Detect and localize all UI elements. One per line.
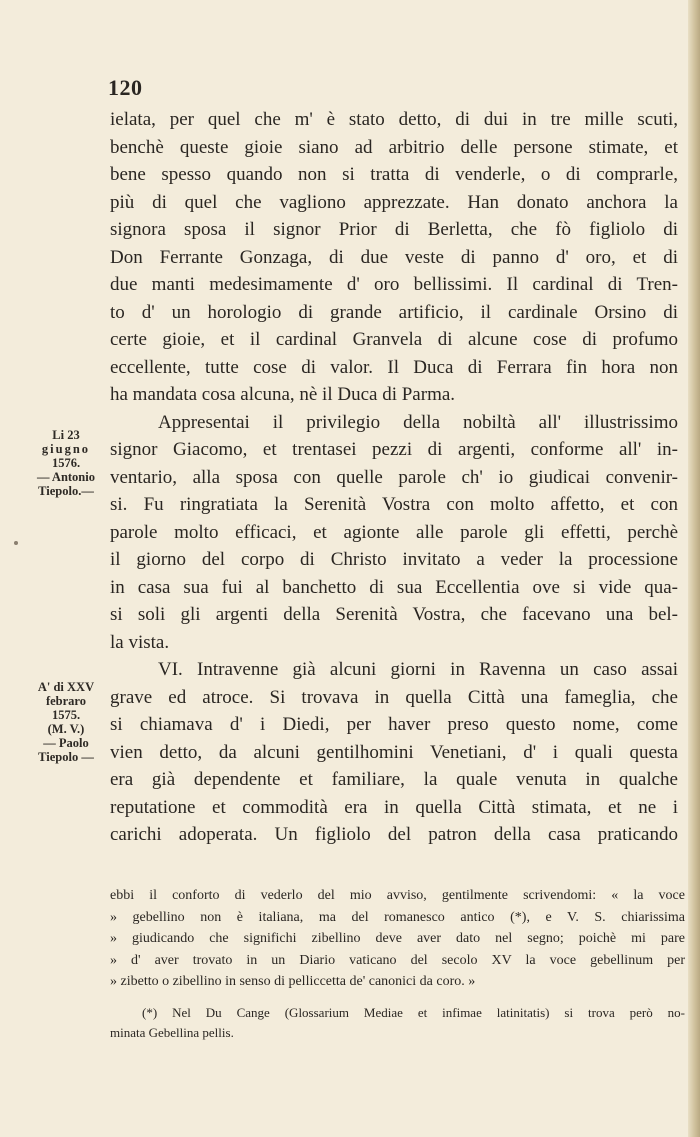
text-line: certe gioie, et il cardinal Granvela di alcune cose di profumo <box>110 329 678 350</box>
text-line: in casa sua fui al banchetto di sua Eccellentia ove si vide qua- <box>110 576 678 598</box>
footnotes <box>110 885 685 1043</box>
text-line: reputatione et commodità era in quella Città stimata, et ne i <box>110 796 678 818</box>
footnote-line: » zibetto o zibellino in senso di pelliccetta de' canonici da coro. » <box>110 974 476 989</box>
margin-note-line: giugno <box>41 442 91 456</box>
sub-footnote-line: (*) Nel Du Cange (Glossarium Mediae et infimae latinitatis) si trova però no- <box>142 1004 685 1020</box>
text-line: grave ed atroce. Si trovava in quella Città una fameglia, che <box>110 686 678 708</box>
text-line: era già dependente et familiare, la quale venuta in qualche <box>110 769 678 790</box>
footnote-line: » gebellino non è italiana, ma del romanesco antico (*), e V. S. chiarissima <box>110 909 685 925</box>
text-line: to d' un horologio di grande artificio, il cardinale Orsino di <box>110 301 678 323</box>
text-line: signor Giacomo, et trentasei pezzi di argenti, conforme all' in- <box>110 439 678 460</box>
text-line: il giorno del corpo di Christo invitato a veder la processione <box>110 549 678 570</box>
text-line: eccellente, tutte cose di valor. Il Duca di Ferrara fin hora non <box>110 356 678 378</box>
margin-note-line: 1575. <box>51 708 81 722</box>
text-line: parole molto efficaci, et agionte alle parole gli effetti, perchè <box>110 521 678 543</box>
margin-note-line: — Paolo <box>43 736 89 750</box>
page-number: 120 <box>108 75 143 100</box>
footnote-line: » d' aver trovato in un Diario vaticano del secolo XV la voce gebellinum per <box>110 952 685 968</box>
margin-note-line: (M. V.) <box>47 722 85 736</box>
text-line: si. Fu ringratiata la Serenità Vostra con molto affetto, et con <box>110 494 678 515</box>
text-line: VI. Intravenne già alcuni giorni in Ravenna un caso assai <box>158 659 678 680</box>
margin-note-date-2 <box>30 680 102 764</box>
margin-note-line: Tiepolo — <box>38 750 94 764</box>
text-line: Don Ferrante Gonzaga, di due veste di panno d' oro, et di <box>110 246 678 268</box>
sub-footnote-line: minata Gebellina pellis. <box>110 1024 234 1040</box>
text-line: più di quel che vagliono apprezzate. Han donato anchora la <box>110 191 678 213</box>
footnote-line: » giudicando che significhi zibellino deve aver dato nel segno; poichè mi pare <box>110 931 685 946</box>
margin-note-line: — Antonio <box>36 470 95 484</box>
text-line: ielata, per quel che m' è stato detto, di dui in tre mille scuti, <box>110 109 678 130</box>
text-line: bene spesso quando non si tratta di venderle, o di comprarle, <box>110 164 678 185</box>
text-line: ha mandata cosa alcuna, nè il Duca di Parma. <box>110 384 456 405</box>
margin-note-line: febraro <box>45 694 87 708</box>
text-line: si soli gli argenti della Serenità Vostra, che facevano una bel- <box>110 604 678 625</box>
margin-note-line: Li 23 <box>52 428 80 442</box>
text-line: benchè queste gioie siano ad arbitrio delle persone stimate, et <box>110 136 678 158</box>
text-line: la vista. <box>110 631 170 653</box>
ink-speck <box>14 541 18 545</box>
body-text <box>110 106 678 849</box>
text-line: si chiamava d' i Diedi, per haver preso questo nome, come <box>110 714 678 735</box>
text-line: carichi adoperata. Un figliolo del patron della casa praticando <box>110 824 678 845</box>
margin-note-line: Tiepolo.— <box>38 484 94 498</box>
text-line: Appresentai il privilegio della nobiltà all' illustrissimo <box>158 411 678 433</box>
margin-note-line: 1576. <box>51 456 81 470</box>
sub-footnote <box>110 1003 685 1043</box>
text-line: signora sposa il signor Prior di Berletta, che fò figliolo di <box>110 219 678 240</box>
text-line: due manti medesimamente d' oro bellissimi. Il cardinal di Tren- <box>110 274 678 295</box>
text-line: ventario, alla sposa con quelle parole ch' io giudicai convenir- <box>110 466 678 488</box>
margin-note-date-1 <box>30 428 102 498</box>
text-line: vien detto, da alcuni gentilhomini Venetiani, d' i quali questa <box>110 741 678 763</box>
page-edge <box>688 0 700 1137</box>
footnote-line: ebbi il conforto di vederlo del mio avviso, gentilmente scrivendomi: « la voce <box>110 888 685 903</box>
margin-note-line: A' di XXV <box>37 680 95 694</box>
